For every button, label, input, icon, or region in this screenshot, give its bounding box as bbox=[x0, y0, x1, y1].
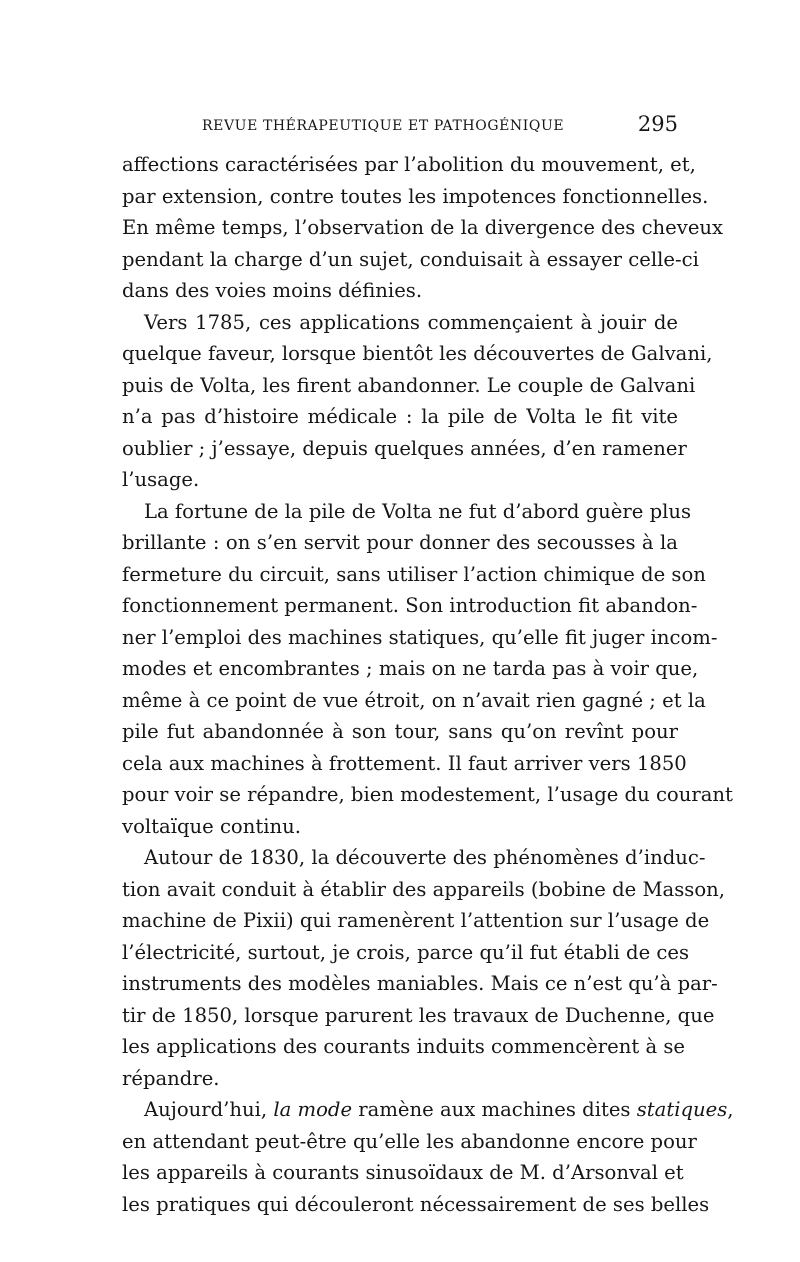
running-title: REVUE THÉRAPEUTIQUE ET PATHOGÉNIQUE bbox=[202, 118, 565, 134]
text-line: modes et encombrantes ; mais on ne tarda pas à voir que, bbox=[122, 657, 699, 680]
text-line: répandre. bbox=[122, 1066, 220, 1090]
text-run: Aujourd’hui, bbox=[144, 1098, 274, 1121]
text-line: les applications des courants induits commencèrent à se bbox=[122, 1035, 686, 1058]
text-line: dans des voies moins définies. bbox=[122, 279, 423, 302]
body-text bbox=[122, 149, 734, 1220]
text-line: en attendant peut-être qu’elle les abandonne encore pour bbox=[122, 1129, 697, 1153]
text-line: machine de Pixii) qui ramenèrent l’attention sur l’usage de bbox=[122, 909, 710, 932]
text-line: Vers 1785, ces applications commençaient à jouir de bbox=[144, 310, 678, 334]
italic-run: statiques bbox=[636, 1098, 728, 1121]
text-line-mixed bbox=[122, 1094, 734, 1126]
text-line: En même temps, l’observation de la divergence des cheveux bbox=[122, 216, 724, 239]
text-line: l’électricité, surtout, je crois, parce qu’il fut établi de ces bbox=[122, 940, 690, 964]
text-line: voltaïque continu. bbox=[122, 814, 301, 838]
text-line: l’usage. bbox=[122, 468, 200, 491]
text-line: fonctionnement permanent. Son introduction fit abandon- bbox=[122, 594, 698, 617]
text-line: instruments des modèles maniables. Mais ce n’est qu’à par- bbox=[122, 972, 718, 995]
text-line: pour voir se répandre, bien modestement, l’usage du courant bbox=[122, 783, 733, 806]
text-line: cela aux machines à frottement. Il faut arriver vers 1850 bbox=[122, 751, 687, 775]
text-line: pendant la charge d’un sujet, conduisait à essayer celle-ci bbox=[122, 247, 699, 271]
text-run: ramène aux machines dites bbox=[352, 1098, 637, 1121]
text-line: oublier ; j’essaye, depuis quelques années, d’en ramener bbox=[122, 436, 687, 460]
text-run: , bbox=[727, 1098, 734, 1121]
text-line: La fortune de la pile de Volta ne fut d’abord guère plus bbox=[144, 499, 692, 523]
text-line: tion avait conduit à établir des appareils (bobine de Masson, bbox=[122, 877, 725, 901]
text-line: quelque faveur, lorsque bientôt les découvertes de Galvani, bbox=[122, 342, 713, 365]
text-line: les appareils à courants sinusoïdaux de M. d’Arsonval et bbox=[122, 1161, 684, 1184]
page-number: 295 bbox=[637, 112, 678, 136]
italic-run: la mode bbox=[273, 1098, 353, 1121]
text-line: même à ce point de vue étroit, on n’avait rien gagné ; et la bbox=[122, 688, 706, 712]
text-line: par extension, contre toutes les impotences fonctionnelles. bbox=[122, 184, 709, 208]
text-line: fermeture du circuit, sans utiliser l’action chimique de son bbox=[122, 562, 706, 586]
text-line: pile fut abandonnée à son tour, sans qu’on revînt pour bbox=[122, 720, 678, 743]
text-line: Autour de 1830, la découverte des phénomènes d’induc- bbox=[144, 846, 706, 869]
text-line: n’a pas d’histoire médicale : la pile de Volta le fit vite bbox=[122, 405, 678, 428]
text-line: puis de Volta, les firent abandonner. Le couple de Galvani bbox=[122, 373, 696, 397]
text-line: ner l’emploi des machines statiques, qu’elle fit juger incom- bbox=[122, 625, 718, 649]
text-line: brillante : on s’en servit pour donner des secousses à la bbox=[122, 531, 678, 554]
text-line: les pratiques qui découleront nécessairement de ses belles bbox=[122, 1192, 710, 1216]
text-line: affections caractérisées par l’abolition du mouvement, et, bbox=[122, 153, 696, 176]
text-line: tir de 1850, lorsque parurent les travaux de Duchenne, que bbox=[122, 1003, 715, 1027]
running-head bbox=[122, 112, 678, 142]
